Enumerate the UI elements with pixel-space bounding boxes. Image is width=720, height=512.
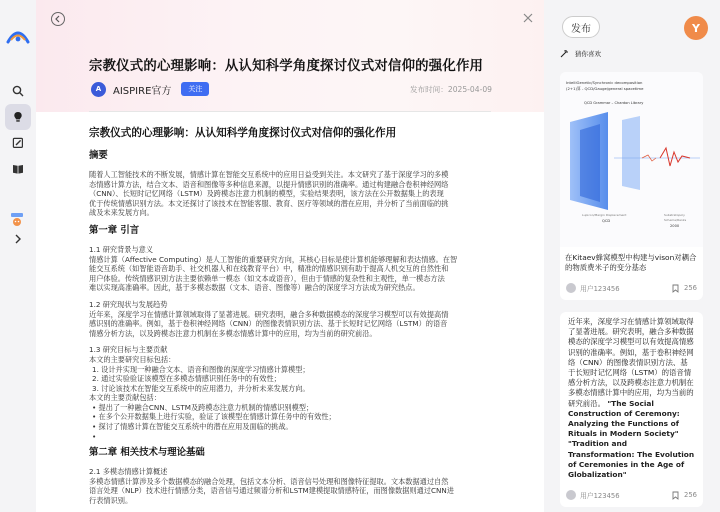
contrib-intro: 本文的主要贡献包括： bbox=[89, 393, 161, 403]
author-row bbox=[91, 81, 209, 97]
list-item: 1. 设计并实现一种融合文本、语音和图像的深度学习情感计算模型； bbox=[92, 364, 310, 374]
list-item: • bbox=[92, 431, 97, 441]
list-item: • 探讨了情感计算在智能交互系统中的潜在应用及面临的挑战。 bbox=[92, 422, 293, 432]
card-text-en: "The Social Construction of Ceremony: Analyzing the Functions of Rituals in Modern Society" "Tradition and Transformation: The Evolution of Ceremonies in the Age of Globalization" bbox=[568, 398, 695, 480]
recommend-card[interactable] bbox=[560, 72, 703, 300]
svg-text:Lupicon/Margin Displacement: Lupicon/Margin Displacement bbox=[582, 213, 627, 217]
right-panel bbox=[544, 0, 720, 512]
sparkle-icon bbox=[560, 49, 569, 58]
figure-title-1: IntelliGenetic/Synchronic decomposition bbox=[566, 80, 643, 85]
list-item: • 提出了一种融合CNN、LSTM及跨模态注意力机制的情感识别模型； bbox=[92, 402, 314, 412]
bookmark-icon bbox=[672, 284, 679, 293]
book-icon[interactable] bbox=[5, 156, 31, 182]
bulb-icon[interactable] bbox=[5, 104, 31, 130]
bookmark-icon bbox=[672, 491, 679, 500]
recommend-label: 猜你喜欢 bbox=[575, 50, 601, 58]
card-caption[interactable]: 在Kitaev蜂窝模型中构建与vison对耦合的物质费米子的变分基态 bbox=[565, 253, 697, 272]
chevron-right-icon[interactable] bbox=[5, 226, 31, 252]
card-user[interactable]: 用户123456 bbox=[580, 492, 620, 500]
card-meta bbox=[566, 283, 697, 293]
user-avatar-icon bbox=[566, 490, 576, 500]
close-icon[interactable] bbox=[522, 12, 534, 24]
article-headline: 宗教仪式的心理影响：从认知科学角度探讨仪式对信仰的强化作用 bbox=[89, 59, 484, 74]
card-figure bbox=[560, 72, 703, 247]
section-1-2-heading: 1.2 研究现状与发展趋势 bbox=[89, 299, 168, 309]
user-avatar[interactable]: Y bbox=[684, 16, 708, 40]
svg-text:Scheme/Ranks: Scheme/Ranks bbox=[664, 218, 687, 222]
app-logo-icon[interactable] bbox=[5, 26, 31, 48]
card-user[interactable]: 用户123456 bbox=[580, 285, 620, 293]
post-button[interactable]: 发布 bbox=[562, 16, 600, 38]
abstract-heading: 摘要 bbox=[89, 150, 108, 161]
divider bbox=[89, 111, 491, 112]
section-2-1-paragraph: 多模态情感计算涉及多个数据模态的融合处理，包括文本分析、语音信号处理和图像特征提取。文本数据通过自然 语言处理（NLP）技术进行情感分类，语音信号通过频谱分析和LSTM建模提取情感特征，而图像数据则通过CNN进 行表情识别。 bbox=[89, 476, 454, 506]
section-1-1-heading: 1.1 研究背景与意义 bbox=[89, 244, 154, 254]
author-name[interactable]: AISPIRE官方 bbox=[113, 85, 172, 97]
search-icon[interactable] bbox=[5, 78, 31, 104]
svg-text:Substratopoly: Substratopoly bbox=[664, 213, 685, 217]
follow-button[interactable]: 关注 bbox=[181, 82, 209, 96]
section-1-1-paragraph: 情感计算（Affective Computing）是人工智能的重要研究方向，其核心目标是使计算机能够理解和表达情感。在智 能交互系统（如智能语音助手、社交机器人和在线教育平台）中，精准的情感识别有助于提高人机交互的自然性和 用户体验。传统情感识别方法主要依赖单一模态（如文本或语音），但由于情感的复杂性和主观性，单一模态方法 难以实现高准确率。因此，基于多模态数据（文本、语音、图像等）融合的深度学习方法成为研究热点。 bbox=[89, 254, 458, 293]
list-item: 3. 讨论该技术在智能交互系统中的应用潜力，并分析未来发展方向。 bbox=[92, 383, 310, 393]
bookmark-count[interactable]: 256 bbox=[672, 284, 697, 293]
card-meta bbox=[566, 490, 697, 500]
chapter-1-heading: 第一章 引言 bbox=[89, 224, 140, 236]
figure-title-3: QCD Grammar – Chardon Library bbox=[584, 101, 644, 105]
user-avatar-icon bbox=[566, 283, 576, 293]
recommend-heading bbox=[560, 49, 601, 58]
abstract-paragraph: 随着人工智能技术的不断发展，情感计算在智能交互系统中的应用日益受到关注。本文研究了基于深度学习的多模 态情感计算方法，结合文本、语音和图像等多种信息来源，以提升情感识别的准确率。通过构建融合卷积神经网络 （CNN）、长短时记忆网络（LSTM）及跨模态注意力机制的模型，实验结果表明，该方法在公开数据集上的表现 优于传统情感识别方法。本文还探讨了该技术在智能客服、教育、医疗等领域的潜在应用，并分析了当前面临的挑 战及未来发展方向。 bbox=[89, 170, 449, 218]
bookmark-count[interactable]: 256 bbox=[672, 491, 697, 500]
card-text[interactable]: 近年来，深度学习在情感计算领域取得了显著进展。研究表明，融合多种数据模态的深度学习模型可以有效提高情感识别的准确率。例如，基于卷积神经网络（CNN）的图像表情识别方法、基于长短时记忆网络（LSTM）的语音情感分析方法，以及跨模态注意力机制在多模态情感计算中的应用，均为当前的研究前沿。 "The Social Construction of Ceremony: Analyzing the Functions of Rituals in Modern Society" "Tradition and Transformation: The Evolution of Ceremonies in the Age of Globalization" bbox=[568, 317, 695, 480]
author-avatar[interactable]: A bbox=[91, 82, 106, 97]
card-image bbox=[560, 72, 703, 247]
back-arrow-icon[interactable] bbox=[51, 12, 65, 26]
article-body bbox=[89, 126, 494, 512]
list-item: • 在多个公开数据集上进行实验，验证了该模型在情感计算任务中的有效性； bbox=[92, 412, 336, 422]
section-1-3-heading: 1.3 研究目标与主要贡献 bbox=[89, 345, 168, 355]
list-item: 2. 通过实验验证该模型在多模态情感识别任务中的有效性； bbox=[92, 374, 281, 384]
edit-icon[interactable] bbox=[5, 130, 31, 156]
recommend-card[interactable] bbox=[560, 312, 703, 507]
article-title: 宗教仪式的心理影响：从认知科学角度探讨仪式对信仰的强化作用 bbox=[89, 127, 397, 139]
goals-intro: 本文的主要研究目标包括： bbox=[89, 354, 176, 364]
section-2-1-heading: 2.1 多模态情感计算概述 bbox=[89, 467, 168, 477]
svg-text:2000: 2000 bbox=[670, 224, 680, 228]
figure-title-2: (2+1)算 - QCD/Gauge/general spacetime bbox=[566, 86, 644, 91]
left-rail bbox=[0, 0, 36, 512]
svg-text:QCD: QCD bbox=[602, 219, 611, 223]
chapter-2-heading: 第二章 相关技术与理论基础 bbox=[89, 447, 205, 459]
article-modal bbox=[36, 0, 544, 512]
section-1-2-paragraph: 近年来，深度学习在情感计算领域取得了显著进展。研究表明，融合多种数据模态的深度学习模型可以有效提高情 感识别的准确率。例如，基于卷积神经网络（CNN）的图像表情识别方法、基于长短时记忆网络（LSTM）的语音 情感分析方法，以及跨模态注意力机制在多模态情感计算中的应用，均为当前的研究前沿。 bbox=[89, 309, 449, 338]
publish-date: 发布时间：2025-04-09 bbox=[409, 85, 492, 94]
